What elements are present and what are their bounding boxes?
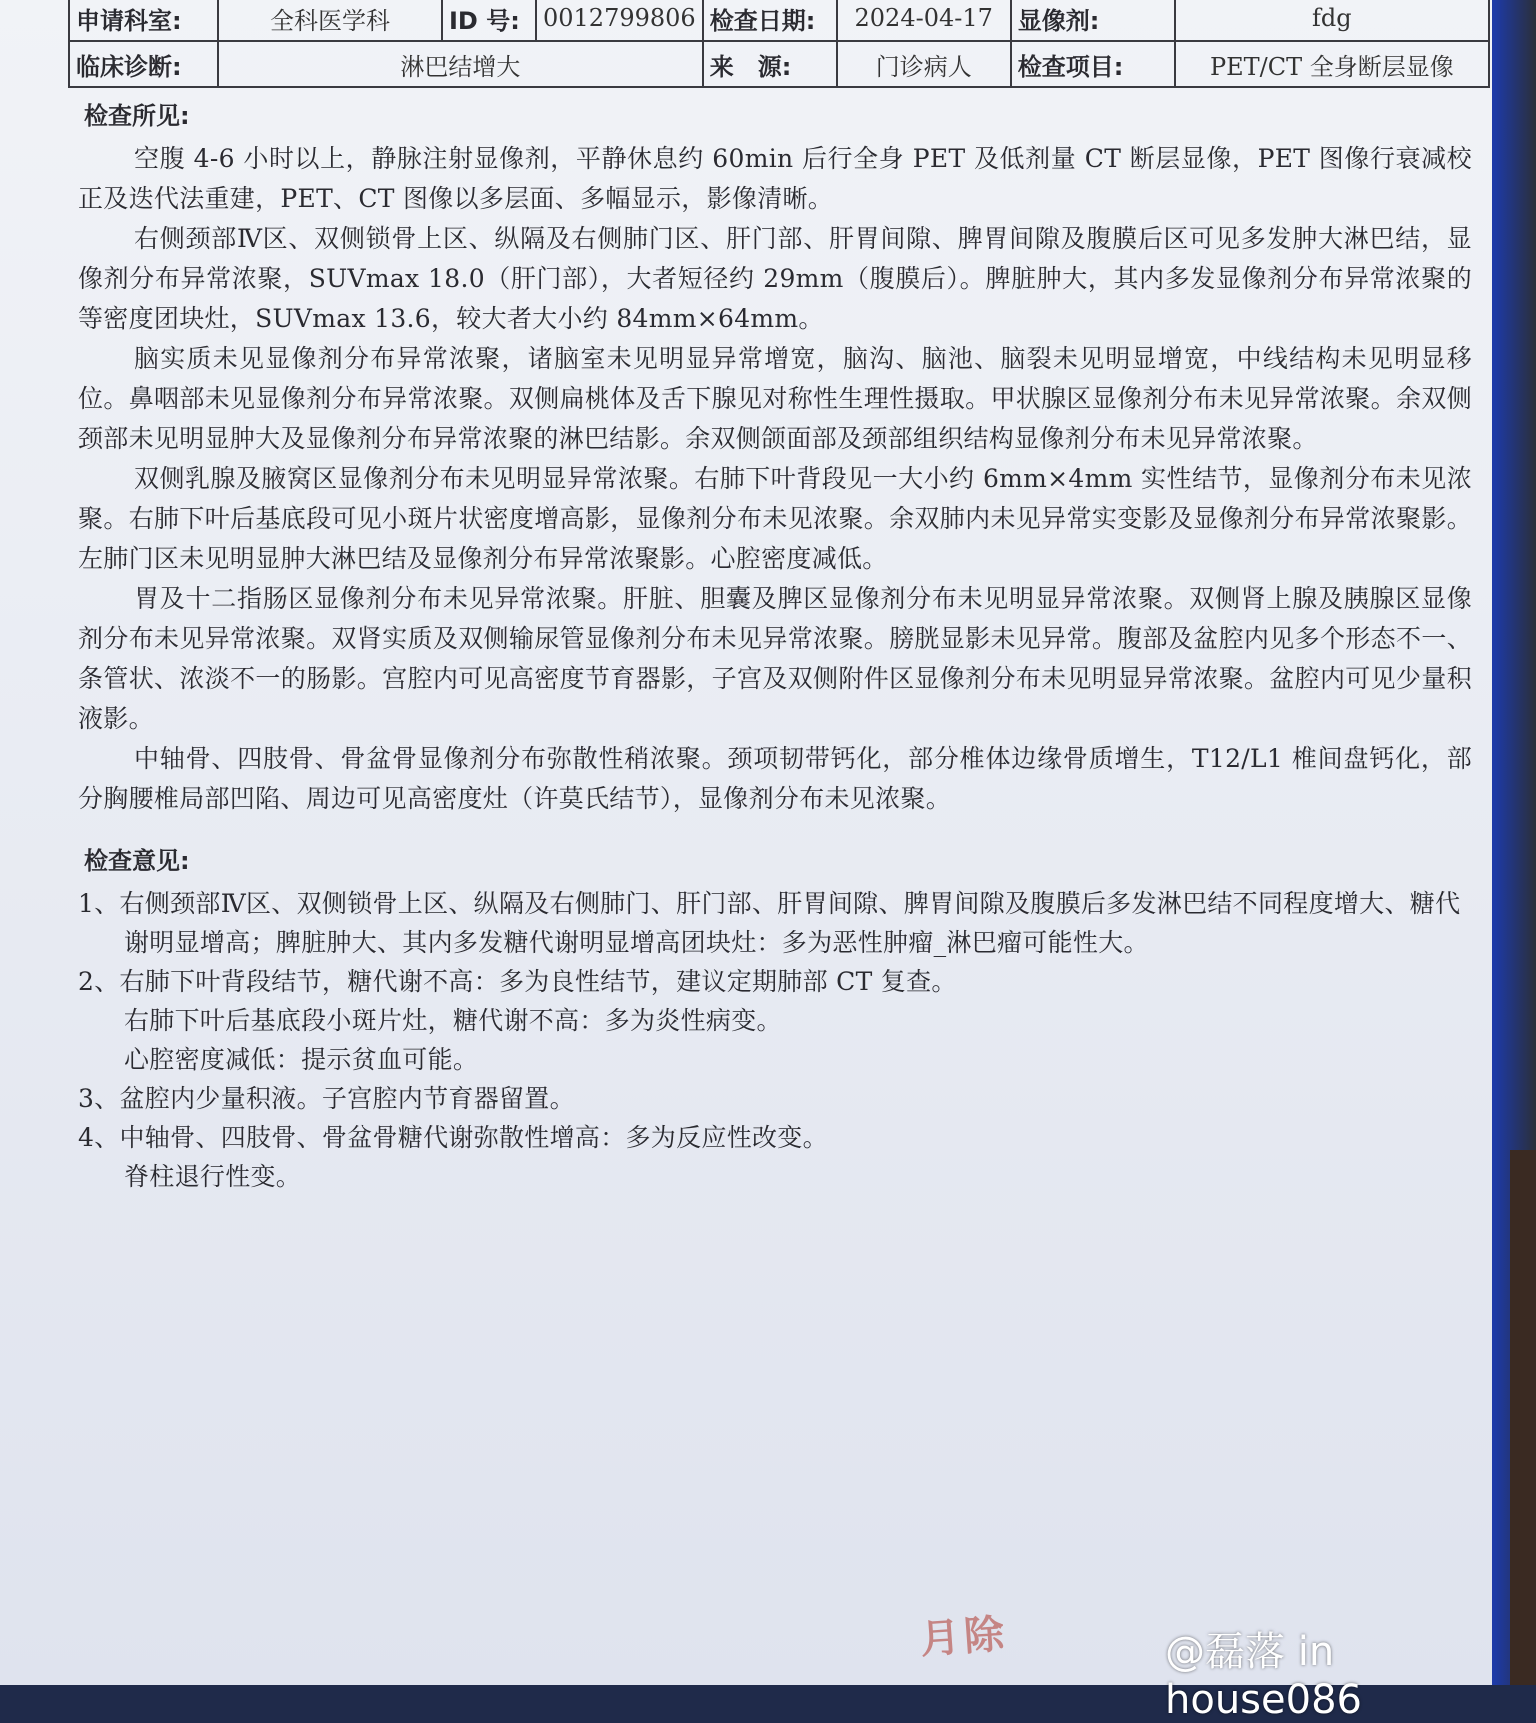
opinion-item: 3、盆腔内少量积液。子宫腔内节育器留置。: [78, 1084, 575, 1113]
findings-paragraph: 右侧颈部Ⅳ区、双侧锁骨上区、纵隔及右侧肺门区、肝门部、肝胃间隙、脾胃间隙及腹膜后区可见多发肿大淋巴结，显像剂分布异常浓聚，SUVmax 18.0（肝门部），大者短径约 29mm（腹膜后）。脾脏肿大，其内多发显像剂分布异常浓聚的等密度团块灶，SUVmax 13.6，较大者大小约 84mm×64mm。: [78, 224, 1472, 333]
findings-paragraph: 胃及十二指肠区显像剂分布未见异常浓聚。肝脏、胆囊及脾区显像剂分布未见明显异常浓聚。双侧肾上腺及胰腺区显像剂分布未见异常浓聚。双肾实质及双侧输尿管显像剂分布未见异常浓聚。膀胱显影未见异常。腹部及盆腔内见多个形态不一、条管状、浓淡不一的肠影。宫腔内可见高密度节育器影，子宫及双侧附件区显像剂分布未见明显异常浓聚。盆腔内可见少量积液影。: [78, 584, 1472, 733]
findings-paragraph: 中轴骨、四肢骨、骨盆骨显像剂分布弥散性稍浓聚。颈项韧带钙化，部分椎体边缘骨质增生，T12/L1 椎间盘钙化，部分胸腰椎局部凹陷、周边可见高密度灶（许莫氏结节），显像剂分布未见浓聚。: [78, 744, 1472, 813]
findings-title: 检查所见:: [84, 102, 190, 130]
header-row-1: [69, 0, 1489, 41]
opinion-item: 2、右肺下叶背段结节，糖代谢不高：多为良性结节，建议定期肺部 CT 复查。: [78, 967, 957, 996]
imaging-agent-value: fdg: [1175, 0, 1489, 41]
exam-item-label: 检查项目:: [1011, 41, 1175, 87]
opinion-title: 检查意见:: [84, 847, 190, 875]
findings-paragraph: 脑实质未见显像剂分布异常浓聚，诸脑室未见明显异常增宽，脑沟、脑池、脑裂未见明显增宽，中线结构未见明显移位。鼻咽部未见显像剂分布异常浓聚。双侧扁桃体及舌下腺见对称性生理性摄取。甲状腺区显像剂分布未见异常浓聚。余双侧颈部未见明显肿大及显像剂分布异常浓聚的淋巴结影。余双侧颌面部及颈部组织结构显像剂分布未见异常浓聚。: [78, 344, 1472, 453]
red-seal-stamp: 月除: [918, 1611, 1010, 1664]
dept-value: 全科医学科: [218, 0, 442, 41]
opinion-item: 脊柱退行性变。: [124, 1162, 302, 1191]
source-label: 来 源:: [703, 41, 837, 87]
opinion-item: 心腔密度减低：提示贫血可能。: [124, 1045, 479, 1074]
header-row-2: [69, 41, 1489, 87]
exam-item-value: PET/CT 全身断层显像: [1175, 41, 1489, 87]
photo-background-dark: [1510, 1150, 1536, 1685]
dept-label: 申请科室:: [69, 0, 218, 41]
opinion-item: 4、中轴骨、四肢骨、骨盆骨糖代谢弥散性增高：多为反应性改变。: [78, 1123, 828, 1152]
exam-date-value: 2024-04-17: [837, 0, 1011, 41]
diagnosis-value: 淋巴结增大: [218, 41, 703, 87]
report-body: [78, 96, 1472, 1196]
opinion-item: 1、右侧颈部Ⅳ区、双侧锁骨上区、纵隔及右侧肺门、肝门部、肝胃间隙、脾胃间隙及腹膜后多发淋巴结不同程度增大、糖代谢明显增高；脾脏肿大、其内多发糖代谢明显增高团块灶：多为恶性肿瘤_淋巴瘤可能性大。: [78, 889, 1461, 957]
watermark-text: @磊落 in house086: [1165, 1629, 1362, 1723]
report-header-table: [68, 0, 1490, 88]
id-value: 0012799806: [536, 0, 703, 41]
opinion-item: 右肺下叶后基底段小斑片灶，糖代谢不高：多为炎性病变。: [124, 1006, 782, 1035]
findings-paragraph: 空腹 4-6 小时以上，静脉注射显像剂，平静休息约 60min 后行全身 PET 及低剂量 CT 断层显像，PET 图像行衰减校正及迭代法重建，PET、CT 图像以多层面、多幅显示，影像清晰。: [78, 144, 1472, 213]
imaging-agent-label: 显像剂:: [1011, 0, 1175, 41]
exam-date-label: 检查日期:: [703, 0, 837, 41]
diagnosis-label: 临床诊断:: [69, 41, 218, 87]
source-value: 门诊病人: [837, 41, 1011, 87]
findings-paragraph: 双侧乳腺及腋窝区显像剂分布未见明显异常浓聚。右肺下叶背段见一大小约 6mm×4mm 实性结节，显像剂分布未见浓聚。右肺下叶后基底段可见小斑片状密度增高影，显像剂分布未见浓聚。余双肺内未见异常实变影及显像剂分布异常浓聚影。左肺门区未见明显肿大淋巴结及显像剂分布异常浓聚影。心腔密度减低。: [78, 464, 1472, 573]
id-label: ID 号:: [442, 0, 536, 41]
